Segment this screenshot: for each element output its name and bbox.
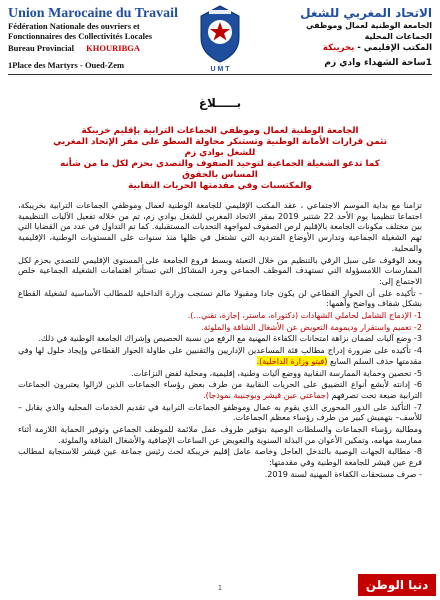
header-divider (8, 74, 432, 75)
bureau-fr (8, 43, 178, 54)
federation-ar-line1: الجامعة الوطنية لعمال وموظفي (305, 21, 432, 30)
paragraph-intro: تزامنا مع بداية الموسم الاجتماعي ، عقد المكتب الإقليمي للجامعة الوطنية لعمال وموظفي الجماعات الترابية بخريبكة، اجتماعا تنظيميا يوم الأحد 22 شتنبر 2019 بمقر الاتحاد المغربي للشغل بوادي زم، تم من خلاله تفعيل الآليات التنظيمية بين مختلف مكونات الجامعة بالإقليم لرص الصفوف لمواجهة التحديات المستقبلية. كما تم التداول في عدد من القضايا التي تهم الشغيلة الجماعية وتدارس الأوضاع المتردية التي تشتغل في ظلها منذ سنوات على المستويات الوطنية، الإقليمية والمحلية. (18, 200, 422, 253)
list-item-6 (18, 379, 422, 400)
federation-fr-line1: Fédération Nationale des ouvriers et (8, 21, 140, 31)
header-arabic (262, 6, 432, 68)
org-name-fr: Union Marocaine du Travail (8, 6, 178, 21)
list-item-6-highlight: (جماعتي عين قيشر وبوجنيبة نموذجا). (203, 389, 330, 400)
city-ar: بخريبكة (322, 43, 355, 53)
federation-fr-line2: Fonctionnaires des Collectivités Locales (8, 31, 153, 41)
list-item-4-text: 4- تأكيده على ضرورة إدراج مطالب فئة المساعدين الإداريين والتقنيين على طاولة الحوار القطاعي وإيجاد حلول لها وفي مقدمتها حذف السلم السابع (18, 345, 422, 366)
logo-caption: U M T (210, 66, 230, 73)
list-item-1: 1- الإدماج الشامل لحاملي الشهادات (دكتوراه، ماستر، إجازة، تقني...). (187, 310, 422, 321)
list-item-7: 7- التأكيد على الدور المحوري الذي يقوم به عمال وموظفو الجماعات الترابية في تقديم الخدمات المحلية والذي يقابل –للأسف– بتهميش كبير من طرف رؤساء معظم الجماعات. (18, 401, 422, 423)
document-body (18, 200, 422, 481)
bureau-label-fr: Bureau Provincial (8, 43, 75, 53)
headline (50, 126, 390, 192)
headline-line-2: تثمن قرارات الأمانة الوطنية وتستنكر محاولة السطو على مقر الإتحاد المغربي للشغل بوادي زم (53, 137, 387, 158)
list-item-6-text: 6- إدانته لأبشع أنواع التضييق على الحريات النقابية من طرف بعض رؤساء الجماعات الذين لازالوا يعتبرون الجماعات الترابية ضيعة تحت تصرفهم (18, 379, 422, 400)
bureau-label-ar: المكتب الإقليمي (363, 43, 432, 53)
list-item-2: 2- تعميم واستقرار وديمومة التعويض عن الأشغال الشاقة والملوثة. (201, 321, 422, 332)
org-name-ar: الاتحاد المغربي للشغل (300, 6, 432, 20)
paragraph-dialogue: - تأكيده على أن الحوار القطاعي لن يكون جادا ومقبولا مالم تستجب وزارة الداخلية للمطالب الأساسية لشغيلة القطاع بشكل شفاف وواضح وأهمها: (18, 287, 422, 309)
headline-line-1: الجامعة الوطنية لعمال وموظفي الجماعات الترابية بإقليم خريبكة (81, 126, 359, 136)
list-item-4-highlight: (فيتو وزارة الداخلية). (256, 355, 328, 366)
document-title: بـــــلاغ (198, 96, 242, 110)
city-fr: KHOURIBGA (86, 43, 141, 53)
list-item-8-sub: - صرف مستحقات الكفاءة المهنية لسنة 2019. (264, 468, 422, 479)
address-ar: 1ساحة الشهداء وادي زم (324, 58, 432, 68)
paragraph-meeting: وبعد الوقوف على سبل الرقي بالتنظيم من خلال التعبئة وبسط فروع الجامعة على المستوى الإقليمي للتصدي بحزم لكل الممارسات اللامسؤولة التي تستهدف الموظف الجماعي وجرد المشاكل التي تستأثر اهتمامات الشغيلة الجماعية خلص الاجتماع إلى: (18, 254, 422, 286)
header-french (8, 6, 178, 70)
list-item-3: 3- وضع آليات لضمان نزاهة امتحانات الكفاءة المهنية مع الرفع من نسبة الحصيص وإشراك الجامعة الوطنية في ذلك. (38, 333, 422, 344)
federation-ar-line2: الجماعات المحلية (364, 32, 432, 41)
headline-line-4: والمكتسبات وفي مقدمتها الحريات النقابية (128, 181, 312, 191)
list-item-5: 5- تحصين وحماية الممارسة النقابية ووضع آليات وطنية، إقليمية، ومحلية لفض النزاعات. (131, 367, 422, 378)
paragraph-demands: ومطالبة رؤساء الجماعات والسلطات الوصية بتوفير ظروف عمل ملائمة للموظف الجماعي وتوفير الحماية اللازمة أثناء ممارسة مهامه، وتمكين الأعوان من البذلة السنوية والتعويض عن الساعات الإضافية والأشغال الشاقة والملوثة. (18, 424, 422, 445)
list-item-4 (18, 345, 422, 366)
page-number: 1 (217, 584, 223, 592)
watermark-logo: دنيا الوطن (358, 574, 436, 596)
list-item-8: 8- مطالبة الجهات الوصية بالتدخل العاجل وخاصة عامل إقليم خريبكة لحث رئيس جماعة عين قيشر للاستجابة لمطالب فرع عين قيشر للجامعة الوطنية وفي مقدمتها: (18, 446, 422, 468)
umt-logo-icon (195, 4, 245, 64)
headline-line-3: كما تدعو الشغيلة الجماعية لتوحيد الصفوف والتصدي بحزم لكل ما من شأنه المساس بالحقوق (60, 159, 380, 180)
address-fr: 1Place des Martyrs - Oued-Zem (8, 60, 125, 70)
bureau-ar: المكتب الإقليمي - بخريبكة (322, 43, 432, 53)
